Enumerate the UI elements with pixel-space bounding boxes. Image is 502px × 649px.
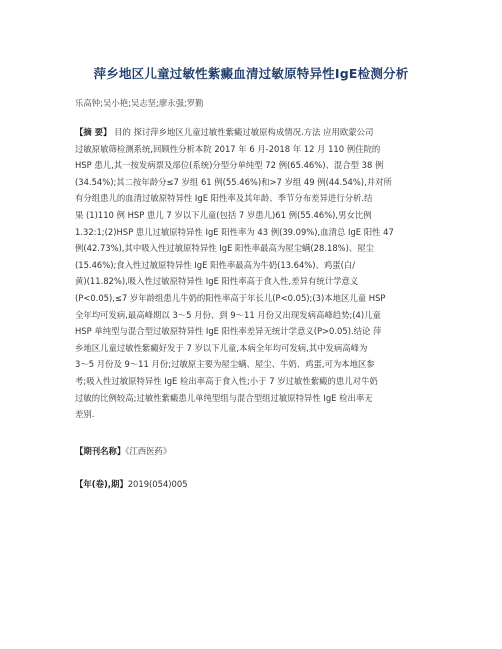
- abstract-text: 目的 探讨萍乡地区儿童过敏性紫癜过敏原构成情况.方法 应用欧蒙公司: [114, 127, 374, 137]
- abstract-line: [75, 124, 435, 141]
- abstract-line: 1.32:1;(2)HSP 患儿过敏原特异性 IgE 阳性率为 43 例(39.09%),血清总 IgE 阳性 47: [75, 226, 394, 237]
- abstract-block: [75, 124, 435, 423]
- abstract-line: HSP 单纯型与混合型过敏原特异性 IgE 阳性率差异无统计学意义(P>0.05).结论 萍: [75, 326, 382, 337]
- abstract-line: 例(42.73%),其中吸入性过敏原特异性 IgE 阳性率最高为屋尘螨(28.18%)、屋尘: [75, 243, 374, 254]
- abstract-label: 【摘 要】: [75, 127, 112, 137]
- journal-value: 《江西医药》: [125, 446, 172, 456]
- abstract-line: 过敏的比例较高;过敏性紫癜患儿单纯型组与混合型组过敏原特异性 IgE 检出率无: [75, 392, 373, 403]
- abstract-line: (34.54%);其二按年龄分≤7 岁组 61 例(55.46%)和>7 岁组 49 例(44.54%),并对所: [75, 176, 392, 187]
- abstract-line: 全年均可发病,最高峰期以 3～5 月份、到 9～11 月份又出现发病高峰趋势;(4)儿童: [75, 309, 381, 320]
- abstract-line: 果 (1)110 例 HSP 患儿 7 岁以下儿童(包括 7 岁患儿)61 例(55.46%),男女比例: [75, 209, 372, 220]
- paper-title: 萍乡地区儿童过敏性紫癜血清过敏原特异性IgE检测分析: [93, 66, 409, 81]
- abstract-line: 过敏原敏筛检测系统,回顾性分析本院 2017 年 6 月-2018 年 12 月 110 例住院的: [75, 143, 381, 154]
- author-list: 乐高钟;吴小艳;吴志坚;廖永强;罗勤: [75, 98, 204, 108]
- abstract-line: 差别.: [75, 409, 95, 420]
- abstract-line: 3～5 月份及 9～11 月份;过敏原主要为屋尘螨、屋尘、牛奶、鸡蛋,可为本地区参: [75, 359, 375, 370]
- journal-name-row: [75, 445, 171, 457]
- issue-row: [75, 478, 188, 490]
- abstract-line: (15.46%);食入性过敏原特异性 IgE 阳性率最高为牛奶(13.64%)、鸡蛋(白/: [75, 259, 356, 270]
- abstract-line: HSP 患儿,其一按发病票及部位(系统)分型分单纯型 72 例(65.46%)、混合型 38 例: [75, 160, 384, 171]
- issue-value: 2019(054)005: [127, 479, 188, 489]
- abstract-line: (P<0.05),≤7 岁年龄组患儿牛奶的阳性率高于年长儿(P<0.05);(3)本地区儿童 HSP: [75, 292, 386, 303]
- abstract-line: 黄)(11.82%),吸入性过敏原特异性 IgE 阳性率高于食入性,差异有统计学意义: [75, 276, 359, 287]
- abstract-line: 乡地区儿童过敏性紫癜好发于 7 岁以下儿童,本病全年均可发病,其中发病高峰为: [75, 342, 368, 353]
- abstract-line: 有分组患儿的血清过敏原特异性 IgE 阳性率及其年龄、季节分布差异进行分析.结: [75, 193, 373, 204]
- abstract-line: 考;吸入性过敏原特异性 IgE 检出率高于食入性;小于 7 岁过敏性紫癜的患儿对牛奶: [75, 375, 378, 386]
- journal-label: 【期刊名称】: [75, 446, 126, 456]
- issue-label: 【年(卷),期】: [75, 479, 128, 489]
